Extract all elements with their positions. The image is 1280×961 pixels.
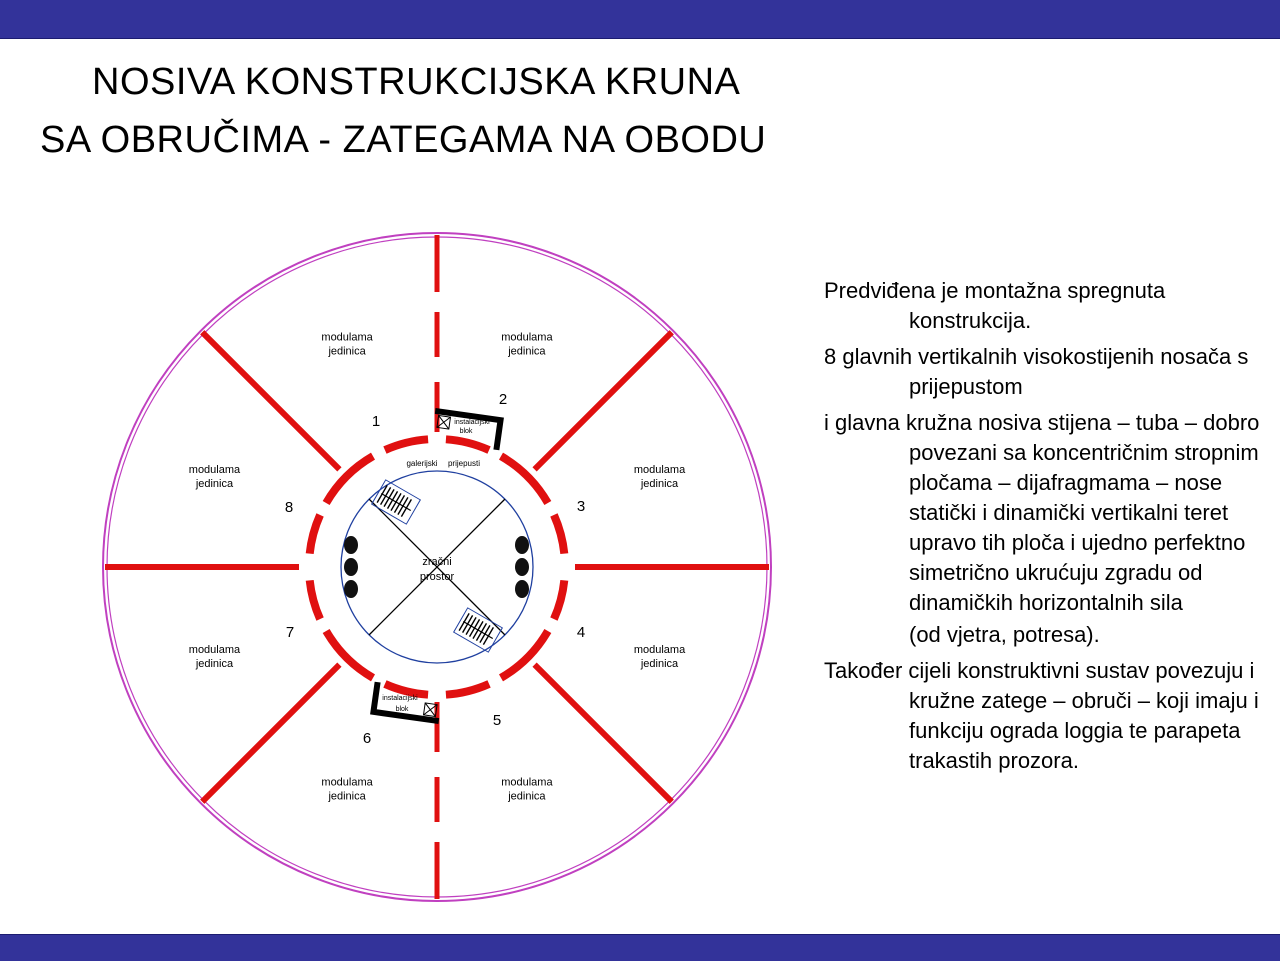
center-label: prostor [419,571,455,583]
description-paragraph-3: i glavna kružna nosiva stijena – tuba – dobro povezani sa koncentričnim stropnim pločama – dijafragmama – nose statički i dinamički vertikalni teret upravo tih ploča i ujedno perfektno simetrično ukrućuju zgradu od dinamičkih horizontalnih sila [824,410,1260,615]
staircase-bottom [454,608,503,652]
module-label: modulama [321,331,373,344]
elevator-car [515,558,529,576]
description-paragraph-2: 8 glavnih vertikalnih visokostijenih nosača s prijepustom [824,344,1249,399]
service-block-label: instalacijski [382,695,418,702]
core-wall-segment [310,580,320,619]
module-label: jedinica [508,345,546,358]
elevator-car [515,536,529,554]
sector-number: 4 [576,624,586,641]
core-wall-segment [446,439,489,450]
sector-number: 6 [362,730,372,747]
elevator-car [344,580,358,598]
gallery-label: prijepusti [447,459,481,468]
core-wall-segment [446,684,489,695]
sector-number: 5 [492,712,502,729]
description-text [824,276,1274,782]
core-wall-segment [385,684,428,695]
radial-beam [202,665,339,802]
core-wall-segment [385,439,428,450]
elevator-car [344,558,358,576]
module-label: modulama [188,643,241,656]
radial-beam [535,665,672,802]
sector-number: 1 [371,413,381,430]
service-block-label: blok [395,706,409,713]
sector-number: 7 [285,624,295,641]
title-line-1: NOSIVA KONSTRUKCIJSKA KRUNA [92,61,741,103]
module-label: modulama [633,464,686,477]
core-wall-segment [310,515,320,554]
sector-number: 8 [284,499,294,516]
module-label: modulama [633,643,686,656]
stair-rail [381,494,410,511]
elevator-car [515,580,529,598]
module-label: modulama [501,331,553,344]
stair-rail [463,622,492,639]
title-line-2: SA OBRUČIMA - ZATEGAMA NA OBODU [40,119,767,161]
description-paragraph-3b: (od vjetra, potresa). [909,622,1100,647]
elevator-car [344,536,358,554]
elevators-left [344,536,358,598]
sector-number: 3 [576,498,586,515]
core-wall-segment [554,515,564,554]
gallery-label: galerijski [406,459,438,468]
service-block-label: blok [459,428,473,435]
module-label: jedinica [195,478,234,491]
sector-number: 2 [498,391,508,408]
module-label: jedinica [328,345,366,358]
staircase-top [372,480,421,524]
elevators-right [515,536,529,598]
description-paragraph-1: Predviđena je montažna spregnuta konstrukcija. [824,278,1166,333]
module-label: jedinica [640,478,679,491]
module-label: jedinica [328,790,366,803]
center-label: zračni [422,556,452,568]
radial-beam [535,332,672,469]
module-label: modulama [188,464,241,477]
service-block-label: instalacijski [454,419,490,426]
module-label: jedinica [195,657,234,670]
module-label: modulama [501,776,553,789]
module-label: jedinica [508,790,546,803]
core-wall-segment [554,580,564,619]
module-label: jedinica [640,657,679,670]
radial-beam [202,332,339,469]
description-paragraph-4: Također cijeli konstruktivni sustav povezuju i kružne zatege – obruči – koji imaju i funkciju ograda loggia te parapeta trakastih prozora. [824,658,1259,773]
module-label: modulama [321,776,373,789]
